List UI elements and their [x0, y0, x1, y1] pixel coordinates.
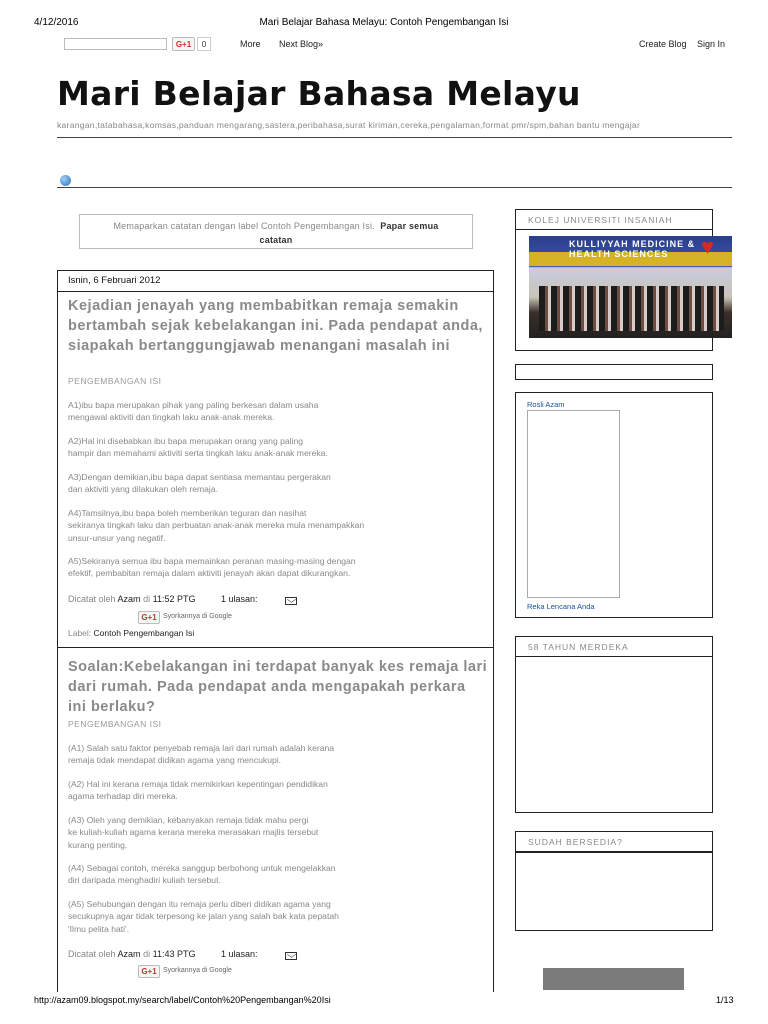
more-link[interactable]: More	[240, 39, 261, 49]
comments-link[interactable]: 1 ulasan:	[221, 594, 258, 604]
post-frame-right	[493, 292, 494, 992]
email-post-icon[interactable]	[285, 597, 297, 605]
post-labels: Label: Contoh Pengembangan Isi	[68, 628, 195, 638]
post-author-link[interactable]: Azam	[117, 949, 141, 959]
next-blog-link[interactable]: Next Blog»	[279, 39, 324, 49]
widget-bersedia	[515, 852, 713, 931]
post-separator	[57, 647, 494, 648]
empty-widget	[515, 364, 713, 380]
label-notice	[79, 214, 473, 249]
post-paragraph: A5)Sekiranya semua ibu bapa memainkan peranan masing-masing dengan efektif, pembabitan remaja dalam aktiviti jenayah akan dapat dikurangkan.	[68, 556, 356, 579]
print-url: http://azam09.blogspot.my/search/label/Contoh%20Pengembangan%20Isi	[34, 995, 331, 1005]
navbar-search-input[interactable]	[64, 38, 167, 50]
post-frame-left	[57, 292, 58, 992]
email-post-icon[interactable]	[285, 952, 297, 960]
print-page-number: 1/13	[716, 995, 734, 1005]
print-date: 4/12/2016	[34, 17, 79, 28]
post-time-link[interactable]: 11:43 PTG	[152, 949, 196, 959]
post-time-link[interactable]: 11:52 PTG	[152, 594, 196, 604]
create-blog-link[interactable]: Create Blog	[639, 39, 687, 49]
comments-link[interactable]: 1 ulasan:	[221, 949, 258, 959]
nav-divider	[57, 187, 732, 188]
post-title[interactable]: Kejadian jenayah yang membabitkan remaja semakin bertambah sejak kebelakangan ini. Pada pendapat anda, siapakah bertanggungjawab menangani masalah ini	[68, 298, 483, 354]
post-paragraph: (A1) Salah satu faktor penyebab remaja lari dari rumah adalah kerana remaja tidak mendapat didikan agama yang mencukupi.	[68, 743, 335, 766]
show-all-posts-link[interactable]: Papar semua catatan	[259, 221, 439, 245]
post-section-label: PENGEMBANGAN ISI	[68, 719, 162, 729]
post-meta: Dicatat oleh Azam di 11:52 PTG	[68, 594, 196, 604]
google-plus-count: 0	[197, 37, 211, 51]
widget-title-merdeka: 58 TAHUN MERDEKA	[515, 636, 713, 657]
post-paragraph: (A4) Sebagai contoh, mereka sanggup berbohong untuk mengelakkan diri daripada menghadiri kuliah tersebut.	[68, 863, 336, 886]
google-plus-one-button[interactable]: G+1	[138, 965, 160, 978]
post-paragraph: A2)Hal ini disebabkan ibu bapa merupakan orang yang paling hampir dan memahami aktiviti serta tingkah laku anak-anak mereka.	[68, 436, 328, 459]
banner-text: KULLIYYAH MEDICINE & HEALTH SCIENCES	[569, 239, 696, 259]
profile-name-link[interactable]: Rosli Azam	[527, 400, 565, 409]
heart-icon: ♥	[701, 236, 715, 259]
create-badge-link[interactable]: Reka Lencana Anda	[527, 602, 595, 611]
blog-description: karangan,tatabahasa,komsas,panduan mengarang,sastera,peribahasa,surat kiriman,cereka,pengalaman,format pmr/spm,bahan bantu mengajar	[57, 120, 641, 130]
post-title[interactable]: Soalan:Kebelakangan ini terdapat banyak kes remaja lari dari rumah. Pada pendapat anda mengapakah perkara ini berlaku?	[68, 659, 488, 715]
post-paragraph: (A3) Oleh yang demikian, kebanyakan remaja tidak mahu pergi ke kuliah-kuliah agama kerana mereka merasakan majlis tersebut kurang penting.	[68, 815, 319, 850]
post-meta: Dicatat oleh Azam di 11:43 PTG	[68, 949, 196, 959]
google-plus-one-button[interactable]: G+1	[172, 37, 195, 51]
post-paragraph: A1)ibu bapa merupakan pihak yang paling berkesan dalam usaha mengawal aktiviti dan tingkah laku anak-anak mereka.	[68, 400, 319, 423]
date-header: Isnin, 6 Februari 2012	[57, 270, 494, 292]
college-banner-image[interactable]	[529, 236, 732, 338]
recommend-google-text: Syorkannya di Google	[163, 613, 232, 620]
post-section-label: PENGEMBANGAN ISI	[68, 376, 162, 386]
post-paragraph: (A5) Sehubungan dengan itu remaja perlu diberi didikan agama yang secukupnya agar tidak terpesong ke jalan yang salah bak kata pepatah 'Ilmu pelita hati'.	[68, 899, 339, 934]
widget-title-kolej: KOLEJ UNIVERSITI INSANIAH	[515, 209, 713, 230]
recommend-google-text: Syorkannya di Google	[163, 967, 232, 974]
globe-icon[interactable]	[60, 175, 71, 186]
google-plus-one-button[interactable]: G+1	[138, 611, 160, 624]
print-title: Mari Belajar Bahasa Melayu: Contoh Pengembangan Isi	[259, 17, 509, 28]
sign-in-link[interactable]: Sign In	[697, 39, 726, 49]
header-divider	[57, 137, 732, 138]
label-notice-text: Memaparkan catatan dengan label Contoh Pengembangan Isi.	[113, 221, 375, 231]
post-paragraph: A3)Dengan demikian,ibu bapa dapat sentiasa memantau pergerakan dan aktiviti yang dilakukan oleh remaja.	[68, 472, 331, 495]
badge-image[interactable]	[527, 410, 620, 598]
widget-title-bersedia: SUDAH BERSEDIA?	[515, 831, 713, 852]
post-author-link[interactable]: Azam	[117, 594, 141, 604]
widget-merdeka	[515, 656, 713, 813]
blog-title[interactable]: Mari Belajar Bahasa Melayu	[57, 74, 581, 113]
label-link[interactable]: Contoh Pengembangan Isi	[93, 628, 195, 638]
gray-placeholder-bar	[543, 968, 684, 990]
post-paragraph: (A2) Hal ini kerana remaja tidak memikirkan kepentingan pendidikan agama terhadap diri mereka.	[68, 779, 328, 802]
post-paragraph: A4)Tamsilnya,ibu bapa boleh memberikan teguran dan nasihat sekiranya tingkah laku dan perbuatan anak-anak mereka mula menampakkan unsur-unsur yang negatif.	[68, 508, 365, 543]
